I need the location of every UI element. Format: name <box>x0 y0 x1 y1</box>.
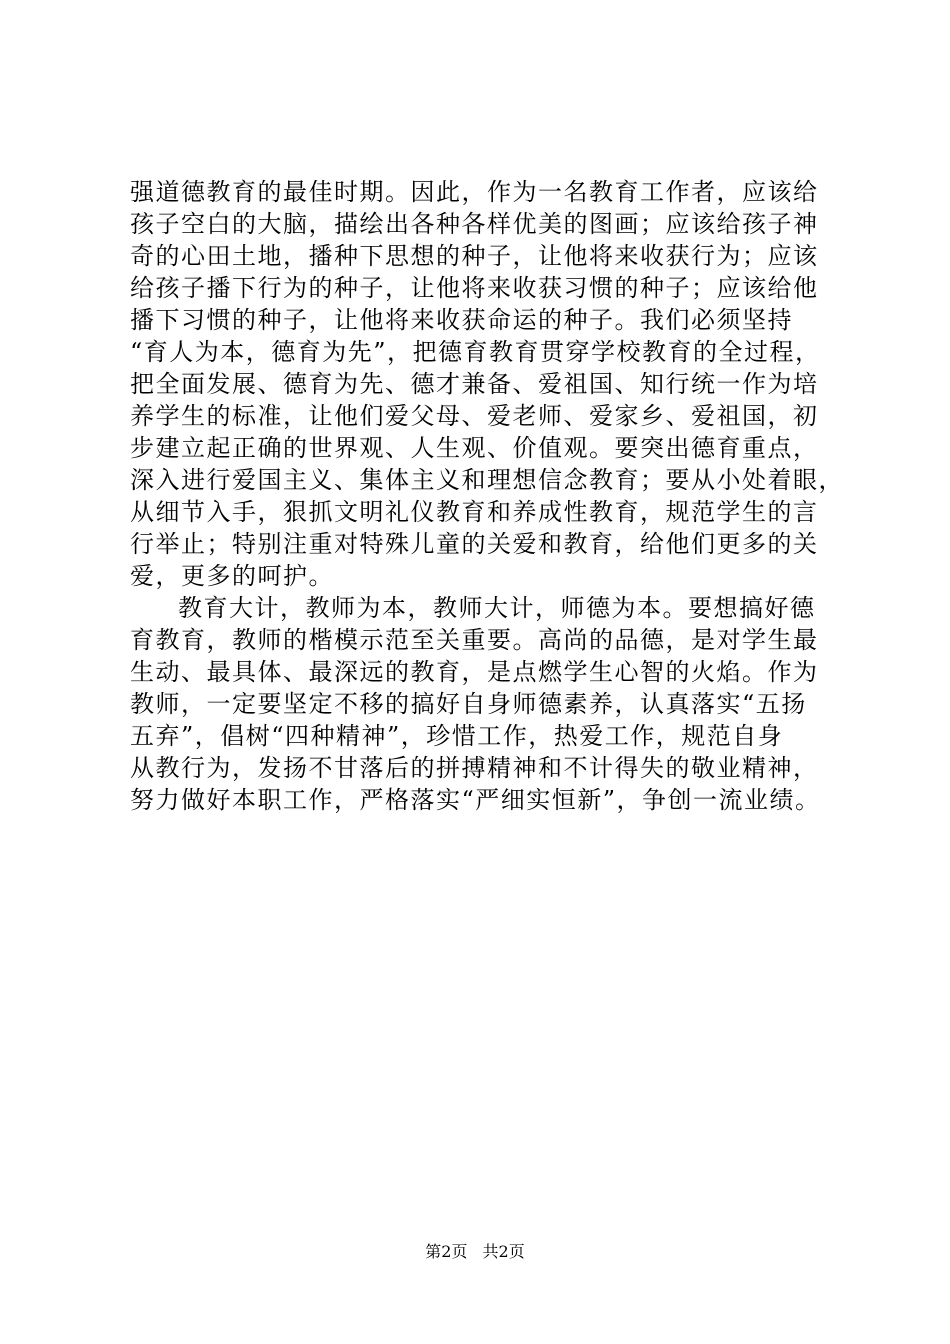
text-line: 给孩子播下行为的种子，让他将来收获习惯的种子；应该给他 <box>130 274 819 302</box>
text-line: 播下习惯的种子，让他将来收获命运的种子。我们必须坚持 <box>130 306 793 334</box>
paragraph-2 <box>130 592 850 816</box>
text-line: 教师，一定要坚定不移的搞好自身师德素养，认真落实“五扬 <box>130 690 807 718</box>
text-line: 步建立起正确的世界观、人生观、价值观。要突出德育重点， <box>130 434 819 462</box>
text-line: 爱，更多的呵护。 <box>130 562 334 590</box>
page-footer <box>0 1242 950 1262</box>
text-line: 行举止；特别注重对特殊儿童的关爱和教育，给他们更多的关 <box>130 530 819 558</box>
text-line: 强道德教育的最佳时期。因此，作为一名教育工作者，应该给 <box>130 178 819 206</box>
text-line: 从教行为，发扬不甘落后的拼搏精神和不计得失的敬业精神， <box>130 754 819 782</box>
page-number: 第2页 <box>425 1242 468 1261</box>
text-line: 从细节入手，狠抓文明礼仪教育和养成性教育，规范学生的言 <box>130 498 819 526</box>
text-line: 教育大计，教师为本，教师大计，师德为本。要想搞好德 <box>178 594 816 622</box>
text-line: 奇的心田土地，播种下思想的种子，让他将来收获行为；应该 <box>130 242 819 270</box>
text-line: 把全面发展、德育为先、德才兼备、爱祖国、知行统一作为培 <box>130 370 819 398</box>
text-line: 育教育，教师的楷模示范至关重要。高尚的品德，是对学生最 <box>130 626 819 654</box>
text-line: 深入进行爱国主义、集体主义和理想信念教育；要从小处着眼， <box>130 466 844 494</box>
text-line: 孩子空白的大脑，描绘出各种各样优美的图画；应该给孩子神 <box>130 210 819 238</box>
text-line: “育人为本，德育为先”，把德育教育贯穿学校教育的全过程， <box>130 338 821 366</box>
page-total: 共2页 <box>482 1242 525 1261</box>
text-line: 养学生的标准，让他们爱父母、爱老师、爱家乡、爱祖国，初 <box>130 402 819 430</box>
text-line: 五弃”，倡树“四种精神”，珍惜工作，热爱工作，规范自身 <box>130 722 784 750</box>
text-line: 努力做好本职工作，严格落实“严细实恒新”，争创一流业绩。 <box>130 786 821 814</box>
text-line: 生动、最具体、最深远的教育，是点燃学生心智的火焰。作为 <box>130 658 819 686</box>
paragraph-1 <box>130 176 850 592</box>
body-text <box>130 176 850 816</box>
